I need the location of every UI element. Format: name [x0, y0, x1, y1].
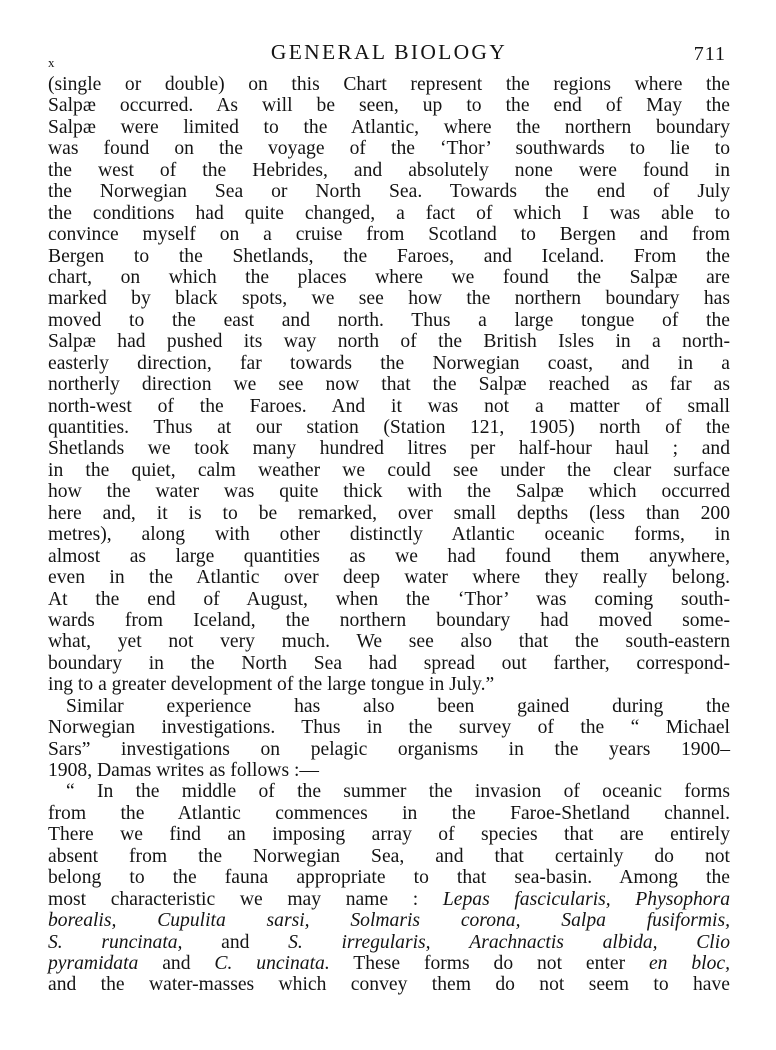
text-line: how the water was quite thick with the Salpæ which occurred [48, 481, 730, 503]
text-line: (single or double) on this Chart represent the regions where the [48, 74, 730, 95]
text-line: chart, on which the places where we found the Salpæ are [48, 266, 730, 288]
text-line: in the quiet, calm weather we could see under the clear surface [48, 459, 730, 481]
text-line [48, 910, 730, 931]
text-line: here and, it is to be remarked, over small depths (less than 200 [48, 502, 730, 524]
text-line: wards from Iceland, the northern boundary had moved some- [48, 609, 730, 631]
text-line: “ In the middle of the summer the invasion of oceanic forms [66, 781, 730, 803]
text-line: Shetlands we took many hundred litres per half-hour haul ; and [48, 438, 730, 460]
text-line: convince myself on a cruise from Scotland to Bergen and from [48, 224, 730, 246]
species-name: Clio [696, 931, 730, 953]
page-number: 711 [693, 43, 726, 65]
text-line: almost as large quantities as we had found them anywhere, [48, 545, 730, 567]
text-segment: most characteristic we may name : [48, 888, 419, 910]
text-line: Salpæ had pushed its way north of the British Isles in a north- [48, 331, 730, 353]
text-line: the Norwegian Sea or North Sea. Towards the end of July [48, 181, 730, 203]
text-segment: These forms do not enter [353, 952, 626, 974]
text-line: Salpæ occurred. As will be seen, up to the end of May the [48, 95, 730, 117]
text-line: Bergen to the Shetlands, the Faroes, and Iceland. From the [48, 245, 730, 267]
text-segment: and [221, 931, 250, 953]
running-head [48, 0, 730, 70]
text-line: Salpæ were limited to the Atlantic, where the northern boundary [48, 116, 730, 138]
text-line: the west of the Hebrides, and absolutely none were found in [48, 159, 730, 181]
text-line: metres), along with other distinctly Atlantic oceanic forms, in [48, 524, 730, 546]
species-name: Cupulita sarsi, [157, 910, 310, 932]
book-page [48, 0, 730, 996]
text-line: what, yet not very much. We see also that the south-eastern [48, 631, 730, 653]
species-name: Arachnactis albida, [469, 931, 658, 953]
text-line: northerly direction we see now that the Salpæ reached as far as [48, 374, 730, 396]
species-name: S. runcinata, [48, 931, 183, 953]
species-name: pyramidata [48, 952, 139, 974]
text-line: There we find an imposing array of species that are entirely [48, 824, 730, 846]
text-line [48, 953, 730, 974]
text-line: even in the Atlantic over deep water where they really belong. [48, 567, 730, 589]
text-line: Similar experience has also been gained during the [66, 695, 730, 717]
text-line: and the water-masses which convey them do not seem to have [48, 974, 730, 996]
text-line [48, 889, 730, 910]
species-name: S. irregularis, [288, 931, 431, 953]
species-name: Lepas fascicularis, Physophora [442, 888, 731, 910]
text-line: quantities. Thus at our station (Station 121, 1905) north of the [48, 417, 730, 438]
text-line [48, 932, 730, 953]
text-line: 1908, Damas writes as follows :— [48, 760, 320, 781]
species-name: Salpa fusiformis, [561, 910, 730, 932]
text-line: from the Atlantic commences in the Faroe-Shetland channel. [48, 802, 730, 824]
text-line: easterly direction, far towards the Norwegian coast, and in a [48, 352, 730, 374]
text-line: Norwegian investigations. Thus in the survey of the “ Michael [48, 717, 730, 739]
species-name: C. uncinata. [214, 952, 330, 974]
text-line: At the end of August, when the ‘Thor’ was coming south- [48, 588, 730, 610]
text-line: belong to the fauna appropriate to that sea-basin. Among the [48, 867, 730, 889]
text-line: marked by black spots, we see how the northern boundary has [48, 288, 730, 310]
text-line: the conditions had quite changed, a fact of which I was able to [48, 202, 730, 224]
text-line: boundary in the North Sea had spread out farther, correspond- [48, 652, 730, 674]
text-line: north-west of the Faroes. And it was not a matter of small [48, 395, 730, 417]
species-name: Solmaris corona, [350, 910, 521, 932]
species-name: borealis, [48, 910, 117, 932]
body-text [48, 74, 730, 996]
text-line: Sars” investigations on pelagic organisms in the years 1900– [48, 738, 730, 760]
text-line: was found on the voyage of the ‘Thor’ southwards to lie to [48, 138, 730, 160]
text-line: ing to a greater development of the large tongue in July.” [48, 674, 495, 696]
running-title: GENERAL BIOLOGY [270, 40, 508, 64]
signature-mark: x [48, 55, 55, 70]
text-line: moved to the east and north. Thus a large tongue of the [48, 309, 730, 331]
text-segment: and [162, 952, 191, 974]
text-line: absent from the Norwegian Sea, and that certainly do not [48, 845, 730, 867]
italic-phrase: en bloc, [648, 952, 730, 974]
